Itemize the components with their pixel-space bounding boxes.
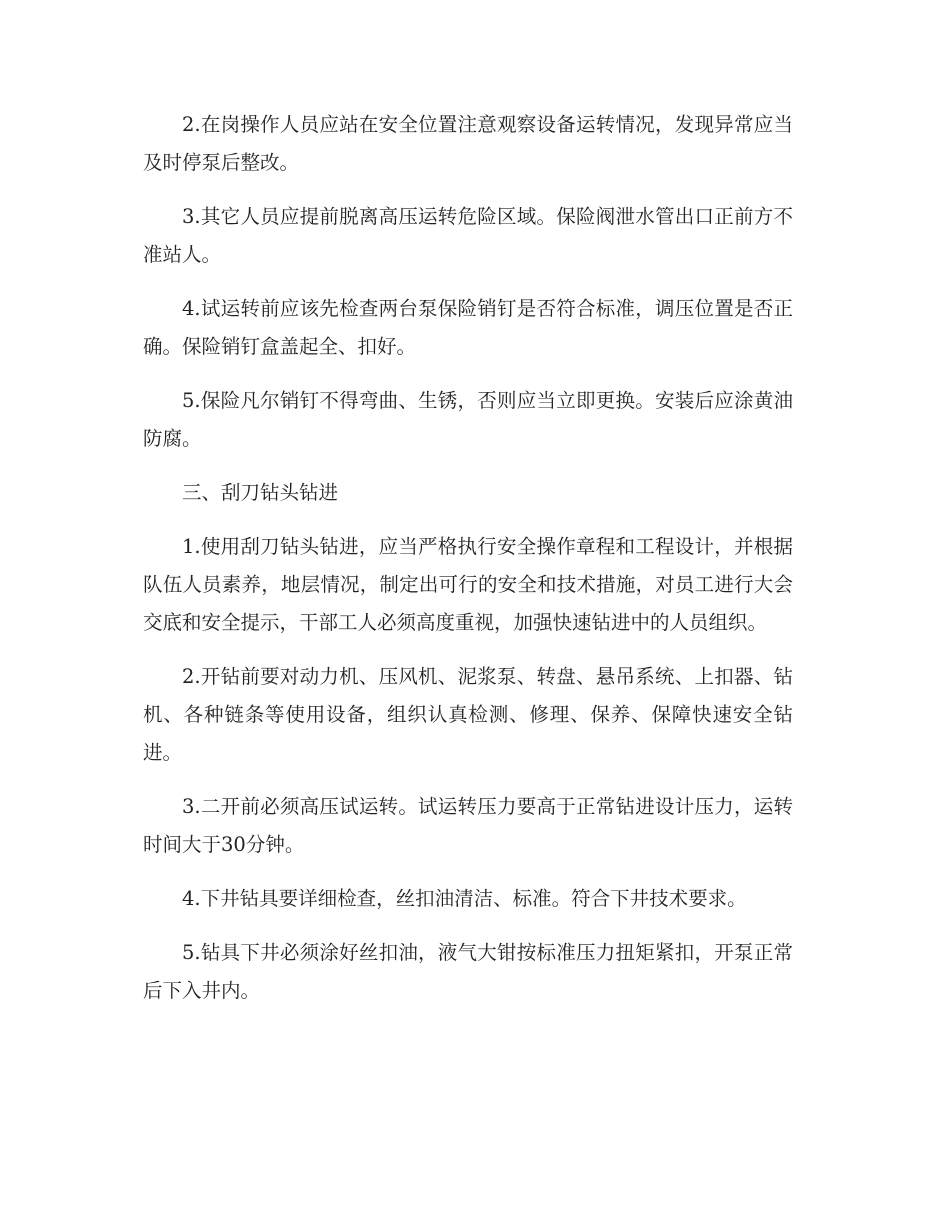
document-body xyxy=(143,106,793,1026)
paragraph-item-3-danger-zone: 3.其它人员应提前脱离高压运转危险区域。保险阀泄水管出口正前方不准站人。 xyxy=(143,205,793,266)
paragraph-item-3-pressure-test: 3.二开前必须高压试运转。试运转压力要高于正常钻进设计压力，运转时间大于30分钟。 xyxy=(143,795,793,856)
paragraph-item-5-thread-compound: 5.钻具下井必须涂好丝扣油，液气大钳按标准压力扭矩紧扣，开泵正常后下入井内。 xyxy=(143,941,793,1002)
section-heading-scraper-bit-drilling: 三、刮刀钻头钻进 xyxy=(182,481,339,504)
paragraph-item-5-safety-pin: 5.保险凡尔销钉不得弯曲、生锈，否则应当立即更换。安装后应涂黄油防腐。 xyxy=(143,389,793,450)
paragraph-item-4-drill-tool-inspection: 4.下井钻具要详细检查，丝扣油清洁、标准。符合下井技术要求。 xyxy=(182,887,747,910)
paragraph-item-1-scraper-bit-procedure: 1.使用刮刀钻头钻进，应当严格执行安全操作章程和工程设计，并根据队伍人员素养，地层情况，制定出可行的安全和技术措施，对员工进行大会交底和安全提示，干部工人必须高度重视，加强快速钻进中的人员组织。 xyxy=(143,535,793,634)
paragraph-item-2-equipment-inspection: 2.开钻前要对动力机、压风机、泥浆泵、转盘、悬吊系统、上扣器、钻机、各种链条等使用设备，组织认真检测、修理、保养、保障快速安全钻进。 xyxy=(143,665,793,764)
paragraph-item-2-operator-position: 2.在岗操作人员应站在安全位置注意观察设备运转情况，发现异常应当及时停泵后整改。 xyxy=(143,113,793,174)
paragraph-item-4-pre-run-check: 4.试运转前应该先检查两台泵保险销钉是否符合标准，调压位置是否正确。保险销钉盒盖起全、扣好。 xyxy=(143,297,793,358)
